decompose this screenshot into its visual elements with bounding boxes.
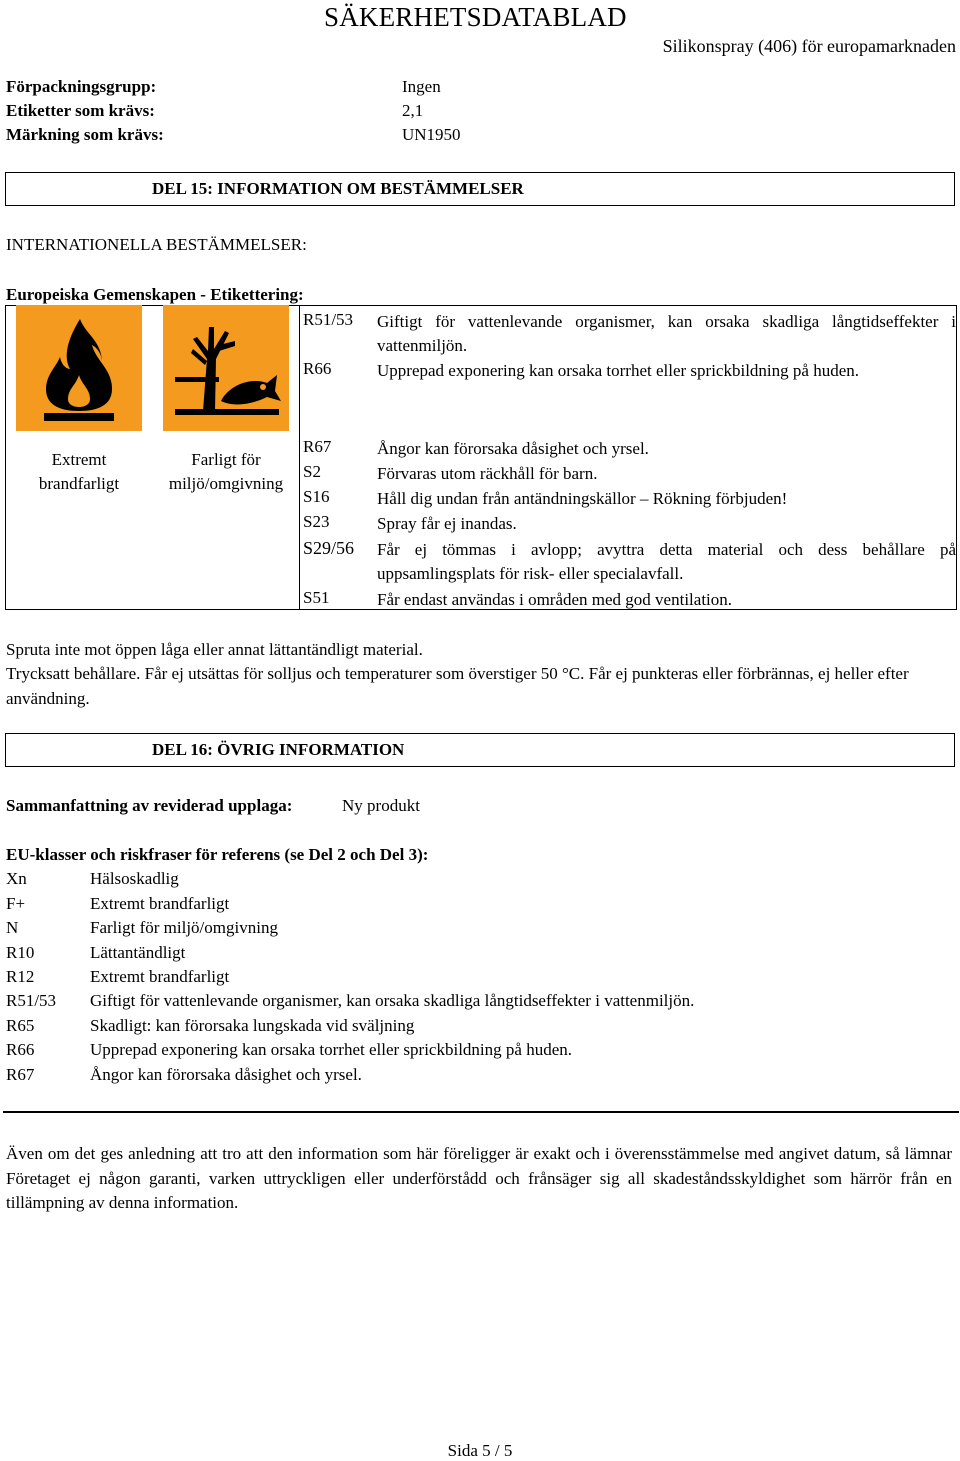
flame-icon (16, 305, 142, 431)
class-code: R66 (6, 1040, 35, 1059)
flame-caption-line1: Extremt (51, 450, 107, 469)
flame-pictogram (16, 305, 142, 431)
environment-caption (158, 448, 294, 496)
class-text: Giftigt för vattenlevande organismer, kan orsaka skadliga långtidseffekter i vattenmiljön. (90, 991, 695, 1010)
phrase-code: S51 (303, 588, 330, 607)
environment-caption-line2: miljö/omgivning (168, 474, 284, 493)
phrase-code: R67 (303, 437, 332, 456)
class-code: R10 (6, 943, 35, 962)
phrase-code: R66 (303, 359, 332, 378)
phrase-code: S23 (303, 512, 330, 531)
class-text: Hälsoskadlig (90, 869, 179, 888)
class-code: R65 (6, 1016, 35, 1035)
international-regulations-heading: INTERNATIONELLA BESTÄMMELSER: (6, 235, 307, 254)
environment-caption-line1: Farligt för (191, 450, 261, 469)
phrase-text: Förvaras utom räckhåll för barn. (377, 464, 598, 483)
environment-hazard-icon (163, 305, 289, 431)
class-text: Lättantändligt (90, 943, 186, 962)
class-text: Farligt för miljö/omgivning (90, 918, 278, 937)
phrase-text: Giftigt för vattenlevande organismer, kan orsaka skadliga långtidseffekter i vattenmiljön. (377, 312, 956, 355)
flame-caption-line2: brandfarligt (38, 474, 120, 493)
phrase-code: S16 (303, 487, 330, 506)
page-number: Sida 5 / 5 (447, 1441, 513, 1460)
flame-caption (16, 448, 142, 496)
phrase-text: Ångor kan förorsaka dåsighet och yrsel. (377, 439, 649, 458)
revision-summary-label: Sammanfattning av reviderad upplaga: (6, 796, 293, 815)
class-text: Upprepad exponering kan orsaka torrhet eller sprickbildning på huden. (90, 1040, 572, 1059)
labels-required-label: Etiketter som krävs: (6, 101, 155, 120)
class-code: N (6, 918, 19, 937)
class-code: R51/53 (6, 991, 57, 1010)
class-code: R67 (6, 1065, 35, 1084)
phrase-text: Håll dig undan från antändningskällor – Rökning förbjuden! (377, 489, 788, 508)
class-code: Xn (6, 869, 27, 888)
environment-pictogram (163, 305, 289, 431)
phrase-text: Får endast användas i områden med god ventilation. (377, 590, 733, 609)
phrase-code: S2 (303, 462, 321, 481)
eu-classes-heading: EU-klasser och riskfraser för referens (se Del 2 och Del 3): (6, 845, 429, 864)
section-16-header (5, 733, 955, 767)
marking-required-label: Märkning som krävs: (6, 125, 164, 144)
disclaimer-text: Även om det ges anledning att tro att den information som här föreligger är exakt och i överensstämmelse med angivet datum, så lämnar Företaget ej någon garanti, varken uttryckligen eller underförstådd och frånsäger sig all skadeståndsskyldighet som härrör från en tillämpning av denna information. (6, 1144, 952, 1212)
section-15-header (5, 172, 955, 206)
class-code: R12 (6, 967, 35, 986)
revision-summary-value: Ny produkt (342, 796, 420, 815)
eu-labelling-heading: Europeiska Gemenskapen - Etikettering: (6, 285, 304, 304)
class-text: Extremt brandfarligt (90, 967, 230, 986)
divider-rule (3, 1111, 959, 1113)
labels-required-value: 2,1 (402, 101, 424, 120)
packing-group-value: Ingen (402, 77, 441, 96)
spray-warning-note: Spruta inte mot öppen låga eller annat lättantändligt material. (6, 640, 423, 659)
class-code: F+ (6, 894, 26, 913)
class-text: Ångor kan förorsaka dåsighet och yrsel. (90, 1065, 362, 1084)
packing-group-label: Förpackningsgrupp: (6, 77, 157, 96)
phrase-text: Upprepad exponering kan orsaka torrhet eller sprickbildning på huden. (377, 361, 859, 380)
phrase-text: Spray får ej inandas. (377, 514, 517, 533)
document-subtitle: Silikonspray (406) för europamarknaden (662, 36, 956, 56)
section-15-title: DEL 15: INFORMATION OM BESTÄMMELSER (152, 179, 524, 198)
section-16-title: DEL 16: ÖVRIG INFORMATION (152, 740, 405, 759)
phrase-code: S29/56 (303, 538, 355, 558)
class-text: Skadligt: kan förorsaka lungskada vid sväljning (90, 1016, 415, 1035)
phrase-code: R51/53 (303, 310, 354, 329)
marking-required-value: UN1950 (402, 125, 461, 144)
pressurized-container-note: Trycksatt behållare. Får ej utsättas för solljus och temperaturer som överstiger 50 °C. Får ej punkteras eller förbrännas, ej heller efter användning. (6, 664, 909, 708)
class-text: Extremt brandfarligt (90, 894, 230, 913)
phrase-text: Får ej tömmas i avlopp; avyttra detta material och dess behållare på uppsamlingsplats för risk- eller specialavfall. (377, 540, 956, 583)
labelling-divider (299, 305, 300, 610)
document-title: SÄKERHETSDATABLAD (324, 2, 627, 32)
